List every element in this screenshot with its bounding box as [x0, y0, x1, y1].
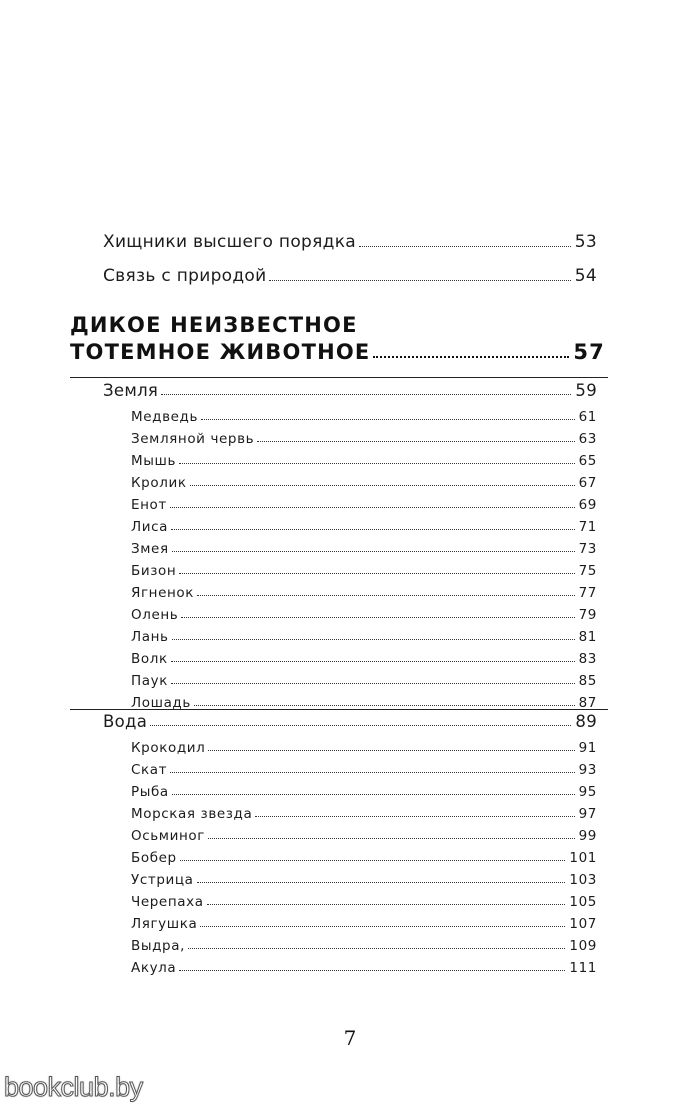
toc-item [131, 762, 597, 778]
toc-item [131, 740, 597, 756]
toc-item-title: Медведь [131, 409, 199, 425]
toc-item-title: Лиса [131, 519, 169, 535]
toc-item-page: 77 [578, 585, 597, 601]
dot-leader [208, 838, 575, 839]
dot-leader [200, 926, 565, 927]
toc-item-title: Лягушка [131, 916, 198, 932]
toc-item-title: Ягненок [131, 585, 195, 601]
toc-item [131, 784, 597, 800]
dot-leader [179, 573, 574, 574]
toc-item-page: 105 [569, 894, 597, 910]
dot-leader [170, 772, 574, 773]
dot-leader [201, 419, 575, 420]
dot-leader [150, 725, 571, 726]
toc-item-page: 67 [578, 475, 597, 491]
toc-item-title: Земляной червь [131, 431, 255, 447]
toc-item [131, 585, 597, 601]
toc-item [131, 673, 597, 689]
dot-leader [208, 750, 574, 751]
section-page: 89 [575, 712, 597, 731]
dot-leader [180, 860, 566, 861]
toc-item-page: 103 [569, 872, 597, 888]
chapter-title-line2-row [70, 340, 605, 364]
toc-item-title: Устрица [131, 872, 194, 888]
toc-item-title: Рыба [131, 784, 169, 800]
toc-item [131, 960, 597, 976]
dot-leader [269, 280, 570, 281]
toc-item [131, 409, 597, 425]
toc-item-page: 83 [578, 651, 597, 667]
toc-item [131, 916, 597, 932]
toc-item-title: Осьминог [131, 828, 205, 844]
toc-item [131, 894, 597, 910]
chapter-title-line1: ДИКОЕ НЕИЗВЕСТНОЕ [70, 313, 358, 337]
toc-item-page: 97 [578, 806, 597, 822]
section-divider [70, 709, 608, 710]
toc-item-title: Лань [131, 629, 169, 645]
watermark: bookclub.by [4, 1072, 143, 1102]
toc-item-title: Выдра, [131, 938, 185, 954]
toc-item-title: Мышь [131, 453, 177, 469]
section-title: Земля [103, 381, 159, 400]
dot-leader [194, 705, 575, 706]
section-title: Вода [103, 712, 148, 731]
section-page: 59 [575, 381, 597, 400]
toc-item [131, 431, 597, 447]
toc-item [131, 497, 597, 513]
toc-item-page: 81 [578, 629, 597, 645]
toc-entry-page: 53 [574, 232, 597, 252]
toc-item-page: 65 [578, 453, 597, 469]
toc-item-title: Змея [131, 541, 169, 557]
toc-item [131, 651, 597, 667]
toc-item-title: Бобер [131, 850, 177, 866]
toc-item [131, 519, 597, 535]
toc-item-page: 99 [578, 828, 597, 844]
toc-item-page: 101 [569, 850, 597, 866]
dot-leader [171, 661, 575, 662]
toc-item-title: Бизон [131, 563, 177, 579]
dot-leader [181, 617, 574, 618]
toc-item [131, 872, 597, 888]
chapter-page: 57 [573, 340, 605, 364]
toc-item-title: Акула [131, 960, 177, 976]
dot-leader [172, 794, 575, 795]
toc-item-title: Кролик [131, 475, 187, 491]
toc-item-title: Морская звезда [131, 806, 253, 822]
toc-section [103, 712, 597, 731]
toc-entry [103, 232, 597, 252]
toc-item-page: 71 [578, 519, 597, 535]
dot-leader [171, 529, 575, 530]
toc-item-page: 61 [578, 409, 597, 425]
toc-item-page: 95 [578, 784, 597, 800]
toc-item-page: 73 [578, 541, 597, 557]
toc-item-page: 93 [578, 762, 597, 778]
dot-leader [197, 595, 575, 596]
toc-entry [103, 266, 597, 286]
dot-leader [188, 948, 565, 949]
toc-item-page: 75 [578, 563, 597, 579]
toc-item-title: Крокодил [131, 740, 206, 756]
toc-item-title: Енот [131, 497, 167, 513]
toc-item [131, 453, 597, 469]
toc-item-page: 79 [578, 607, 597, 623]
page-number: 7 [343, 1026, 357, 1050]
toc-item-page: 111 [569, 960, 597, 976]
toc-item-page: 85 [578, 673, 597, 689]
toc-item-page: 91 [578, 740, 597, 756]
dot-leader [255, 816, 574, 817]
toc-item-page: 109 [569, 938, 597, 954]
dot-leader [171, 683, 575, 684]
toc-item [131, 806, 597, 822]
dot-leader [373, 356, 569, 358]
toc-item [131, 938, 597, 954]
dot-leader [207, 904, 566, 905]
dot-leader [257, 441, 574, 442]
toc-section [103, 381, 597, 400]
toc-item [131, 475, 597, 491]
toc-item-title: Скат [131, 762, 168, 778]
toc-item [131, 850, 597, 866]
toc-item-title: Лошадь [131, 695, 191, 711]
dot-leader [161, 394, 571, 395]
toc-item [131, 563, 597, 579]
toc-item-page: 63 [578, 431, 597, 447]
toc-item [131, 828, 597, 844]
dot-leader [190, 485, 575, 486]
toc-item [131, 629, 597, 645]
dot-leader [170, 507, 575, 508]
dot-leader [172, 551, 575, 552]
toc-item-page: 107 [569, 916, 597, 932]
dot-leader [359, 246, 571, 247]
chapter-title-line2: ТОТЕМНОЕ ЖИВОТНОЕ [70, 340, 371, 364]
dot-leader [197, 882, 566, 883]
toc-item [131, 607, 597, 623]
dot-leader [172, 639, 575, 640]
section-divider [70, 377, 608, 378]
toc-item [131, 541, 597, 557]
toc-item-title: Черепаха [131, 894, 204, 910]
toc-item-title: Паук [131, 673, 168, 689]
toc-item-title: Олень [131, 607, 179, 623]
toc-entry-page: 54 [574, 266, 597, 286]
toc-item-page: 69 [578, 497, 597, 513]
toc-entry-title: Связь с природой [103, 266, 267, 286]
dot-leader [179, 970, 565, 971]
toc-item-page: 87 [578, 695, 597, 711]
toc-item-title: Волк [131, 651, 168, 667]
dot-leader [179, 463, 575, 464]
toc-entry-title: Хищники высшего порядка [103, 232, 357, 252]
